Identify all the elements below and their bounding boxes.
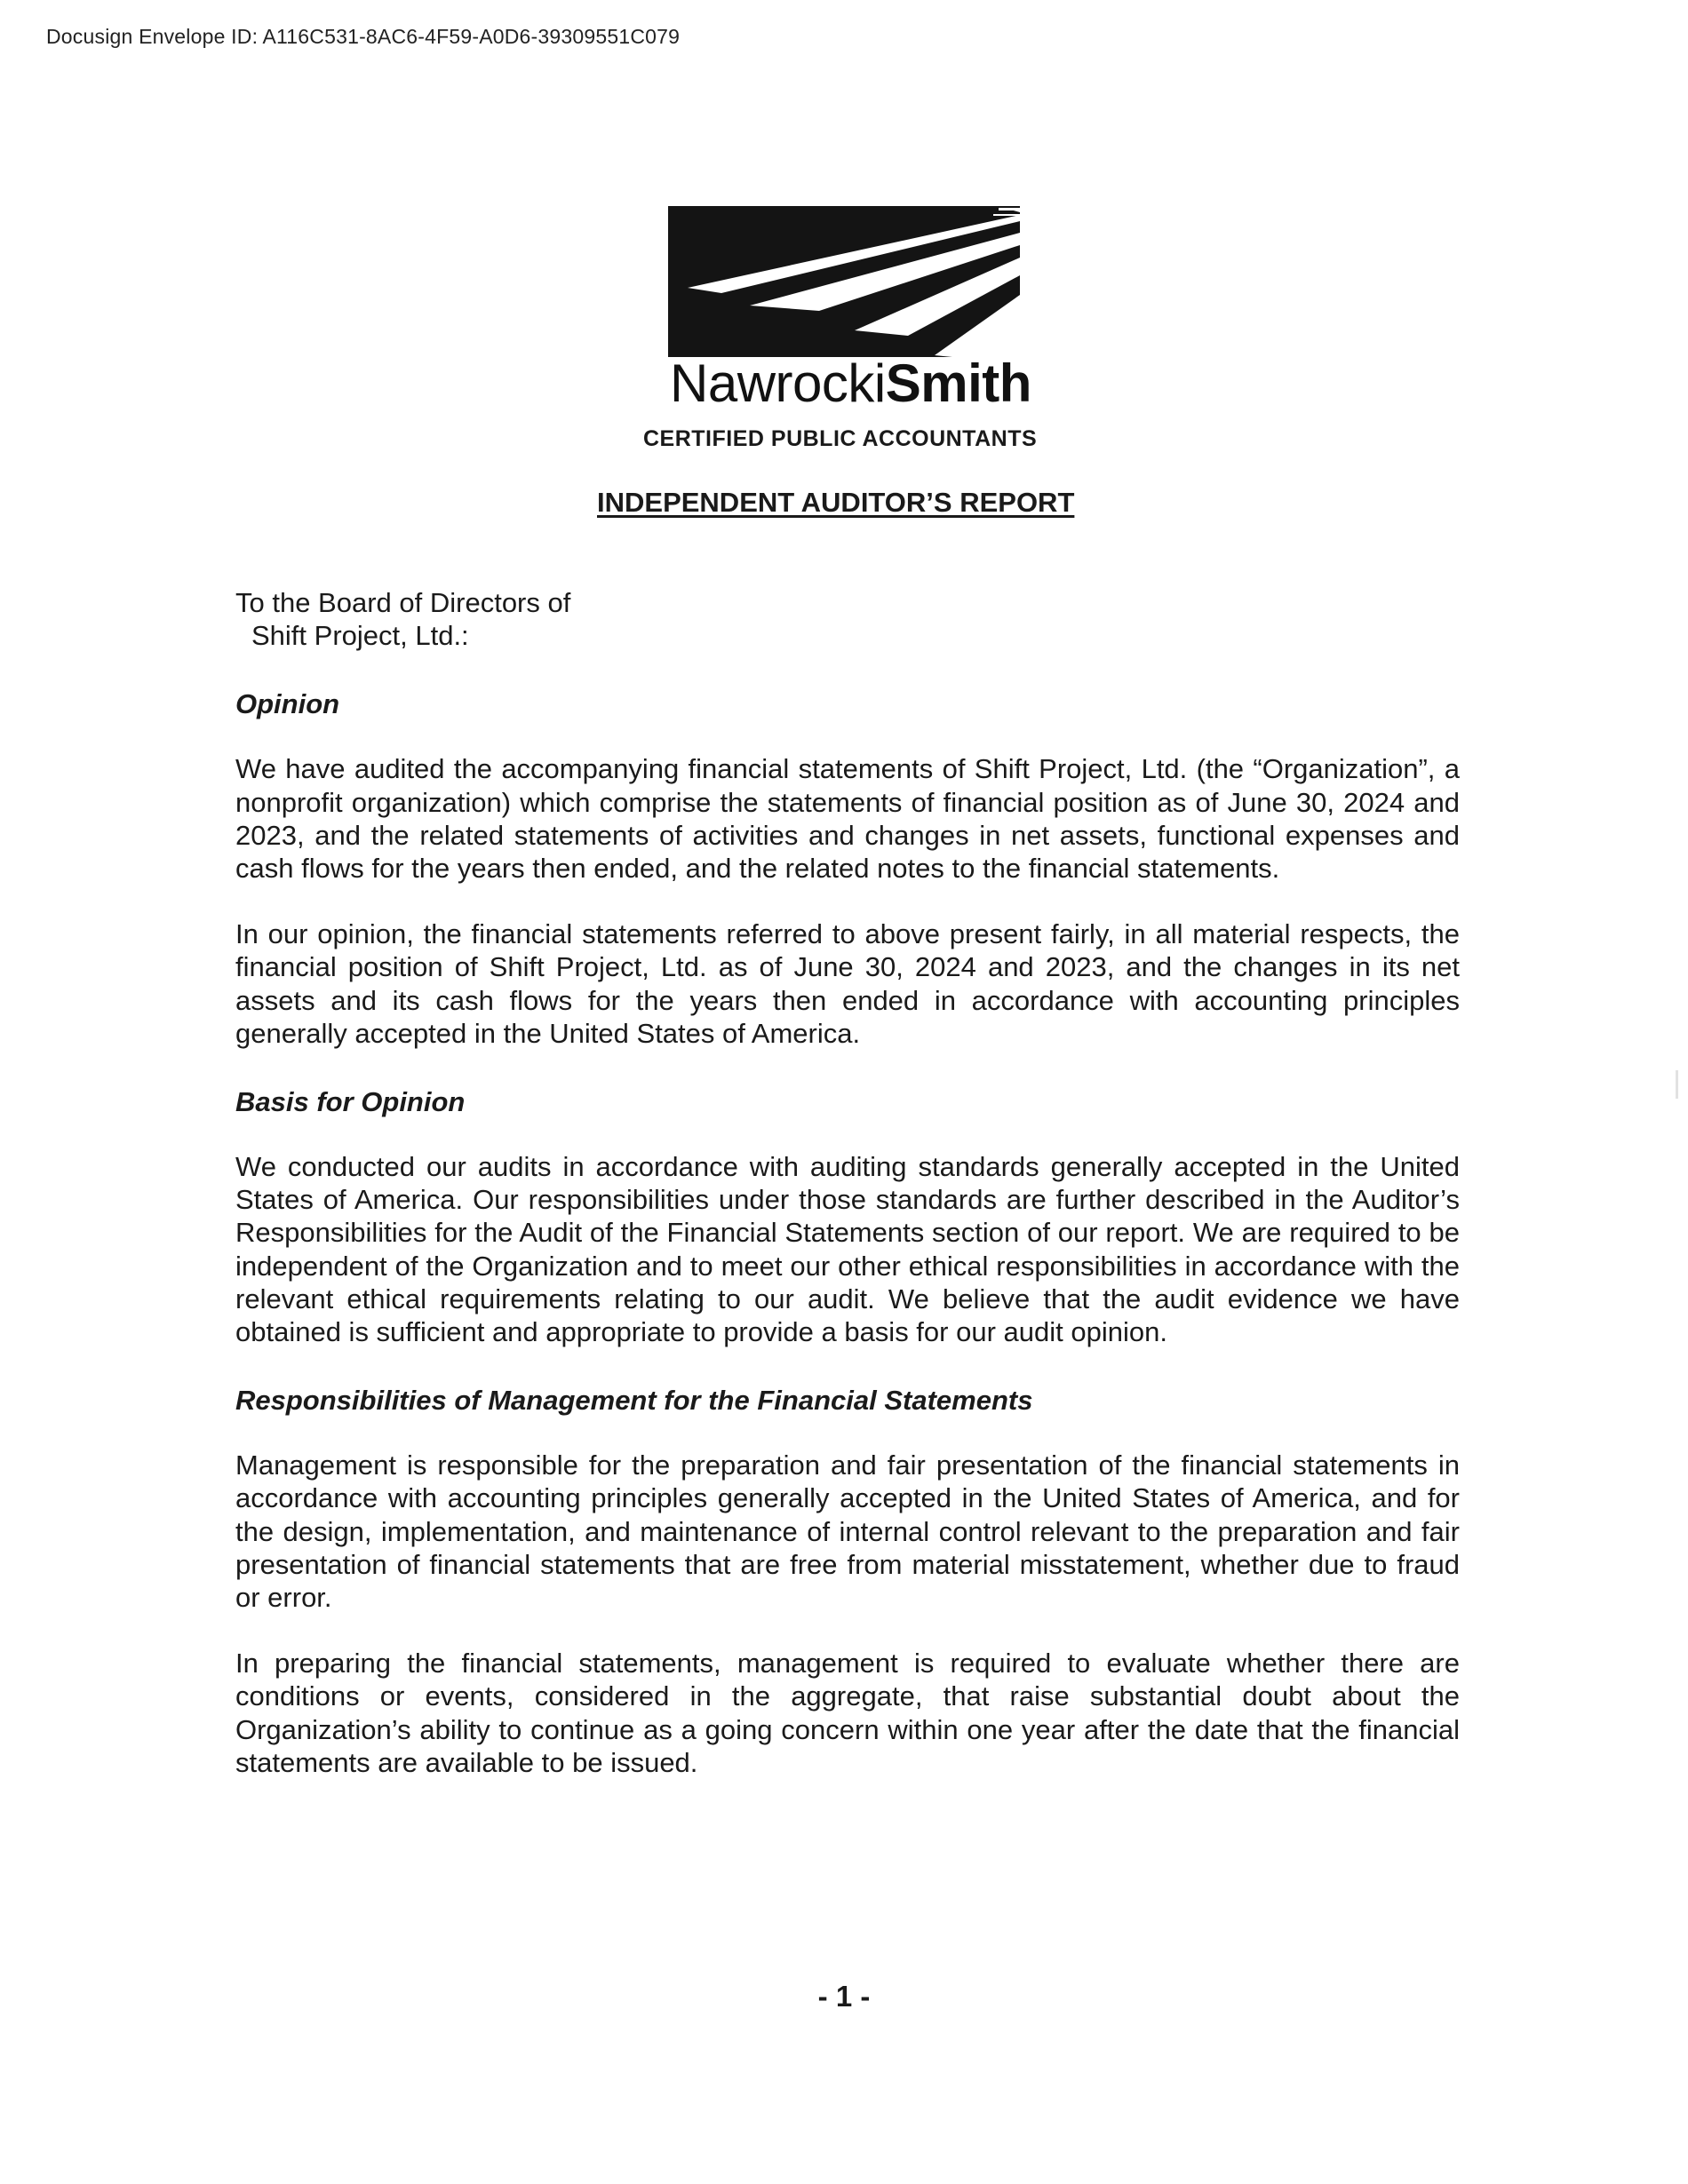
firm-logo-icon [668,206,1020,368]
management-paragraph-1: Management is responsible for the preparation and fair presentation of the financial statements in accordance with accounting principles generally accepted in the United States of America, and for the design, implementation, and maintenance of internal control relevant to the preparation and fair presentation of financial statements that are free from material misstatement, whether due to fraud or error. [235,1449,1460,1614]
scan-edge-mark [1676,1070,1678,1099]
firm-name-regular: Nawrocki [670,353,886,413]
page-number: - 1 - [817,1980,871,2013]
section-heading-basis: Basis for Opinion [235,1086,466,1118]
report-body [235,586,1460,1812]
management-paragraph-2: In preparing the financial statements, management is required to evaluate whether there are conditions or events, considered in the aggregate, that raise substantial doubt about the Organization’s ability to continue as a going concern within one year after the date that the financial statements are available to be issued. [235,1648,1460,1778]
section-heading-opinion: Opinion [235,688,340,720]
opinion-paragraph-2: In our opinion, the financial statements referred to above present fairly, in all material respects, the financial position of Shift Project, Ltd. as of June 30, 2024 and 2023, and the changes in its net assets and its cash flows for the years then ended in accordance with accounting principles generally accepted in the United States of America. [235,918,1460,1049]
addressee-line-1: To the Board of Directors of [235,587,571,618]
section-heading-management: Responsibilities of Management for the Financial Statements [235,1385,1033,1417]
opinion-paragraph-1: We have audited the accompanying financial statements of Shift Project, Ltd. (the “Organization”, a nonprofit organization) which comprise the statements of financial position as of June 30, 2024 and 2023, and the related statements of activities and changes in net assets, functional expenses and cash flows for the years then ended, and the related notes to the financial statements. [235,753,1460,885]
firm-name-bold: Smith [885,353,1031,413]
addressee [235,586,1460,652]
firm-name [670,353,1031,413]
report-title: INDEPENDENT AUDITOR’S REPORT [597,487,1075,518]
envelope-id: Docusign Envelope ID: A116C531-8AC6-4F59-A0D6-39309551C079 [46,25,681,48]
addressee-line-2: Shift Project, Ltd.: [251,620,469,652]
basis-paragraph-1: We conducted our audits in accordance with auditing standards generally accepted in the United States of America. Our responsibilities under those standards are further described in the Auditor’s Responsibilities for the Audit of the Financial Statements section of our report. We are required to be independent of the Organization and to meet our other ethical responsibilities in accordance with the relevant ethical requirements relating to our audit. We believe that the audit evidence we have obtained is sufficient and appropriate to provide a basis for our audit opinion. [235,1151,1460,1348]
firm-tagline: CERTIFIED PUBLIC ACCOUNTANTS [643,426,1038,451]
